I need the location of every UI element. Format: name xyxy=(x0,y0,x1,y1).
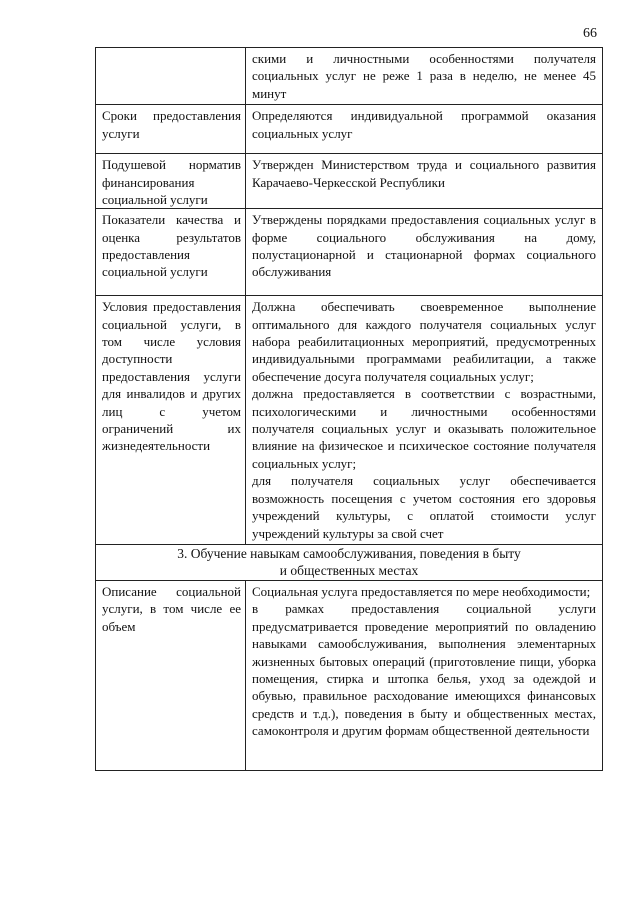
table-row xyxy=(96,296,602,545)
paragraph: должна предоставляется в соответствии с возрастными, психологическими и личностными особенностями получателя социальных услуг и оказывать положительное влияние на физическое и психическое состояние получателя социальных услуг; xyxy=(252,386,596,471)
row-label: Условия предоставления социальной услуги, в том числе условия доступности предоставления услуги для инвалидов и других лиц с учетом ограничений их жизнедеятельности xyxy=(96,296,246,544)
table-row xyxy=(96,209,602,296)
table-row xyxy=(96,154,602,209)
paragraph: в рамках предоставления социальной услуги предусматривается проведение мероприятий по овладению навыками самообслуживания, выполнения элементарных жизненных бытовых операций (приготовление пищи, уборка помещения, стирка и штопка белья, уход за одеждой и обувью, правильное расходование имеющихся финансовых средств и т.д.), поведения в быту и общественных местах, самоконтроля и другим формам общественной деятельности xyxy=(252,601,596,739)
section-heading-line: и общественных местах xyxy=(279,562,419,578)
paragraph: Социальная услуга предоставляется по мере необходимости; xyxy=(252,583,591,599)
paragraph: для получателя социальных услуг обеспечивается возможность посещения с учетом состояния его здоровья учреждений культуры, с оплатой стоимости услуг учреждений культуры за свой счет xyxy=(252,473,596,541)
table-row xyxy=(96,105,602,154)
row-text xyxy=(246,581,602,770)
row-text xyxy=(246,296,602,544)
row-label: Описание социальной услуги, в том числе ее объем xyxy=(96,581,246,770)
row-text: скими и личностными особенностями получателя социальных услуг не реже 1 раза в неделю, не менее 45 минут xyxy=(252,51,596,101)
row-label xyxy=(96,48,246,104)
paragraph: Должна обеспечивать своевременное выполнение оптимального для каждого получателя социальных услуг набора реабилитационных мероприятий, предусмотренных индивидуальными программами реабилитации, а также обеспечение досуга получателя социальных услуг; xyxy=(252,299,596,384)
row-text: Утверждены порядками предоставления социальных услуг в форме социального обслуживания на дому, полустационарной и стационарной формах социального обслуживания xyxy=(252,212,596,280)
row-label: Подушевой норматив финансирования социальной услуги xyxy=(96,154,246,208)
row-text: Утвержден Министерством труда и социального развития Карачаево-Черкесской Республики xyxy=(252,157,596,190)
section-heading xyxy=(96,545,602,581)
page-number: 66 xyxy=(583,26,597,41)
table-row xyxy=(96,48,602,105)
table-row xyxy=(96,581,602,771)
row-label: Сроки предоставления услуги xyxy=(96,105,246,153)
services-table xyxy=(95,47,603,771)
section-heading-line: 3. Обучение навыкам самообслуживания, поведения в быту xyxy=(177,545,521,561)
row-text: Определяются индивидуальной программой оказания социальных услуг xyxy=(252,108,596,141)
row-label: Показатели качества и оценка результатов предоставления социальной услуги xyxy=(96,209,246,295)
